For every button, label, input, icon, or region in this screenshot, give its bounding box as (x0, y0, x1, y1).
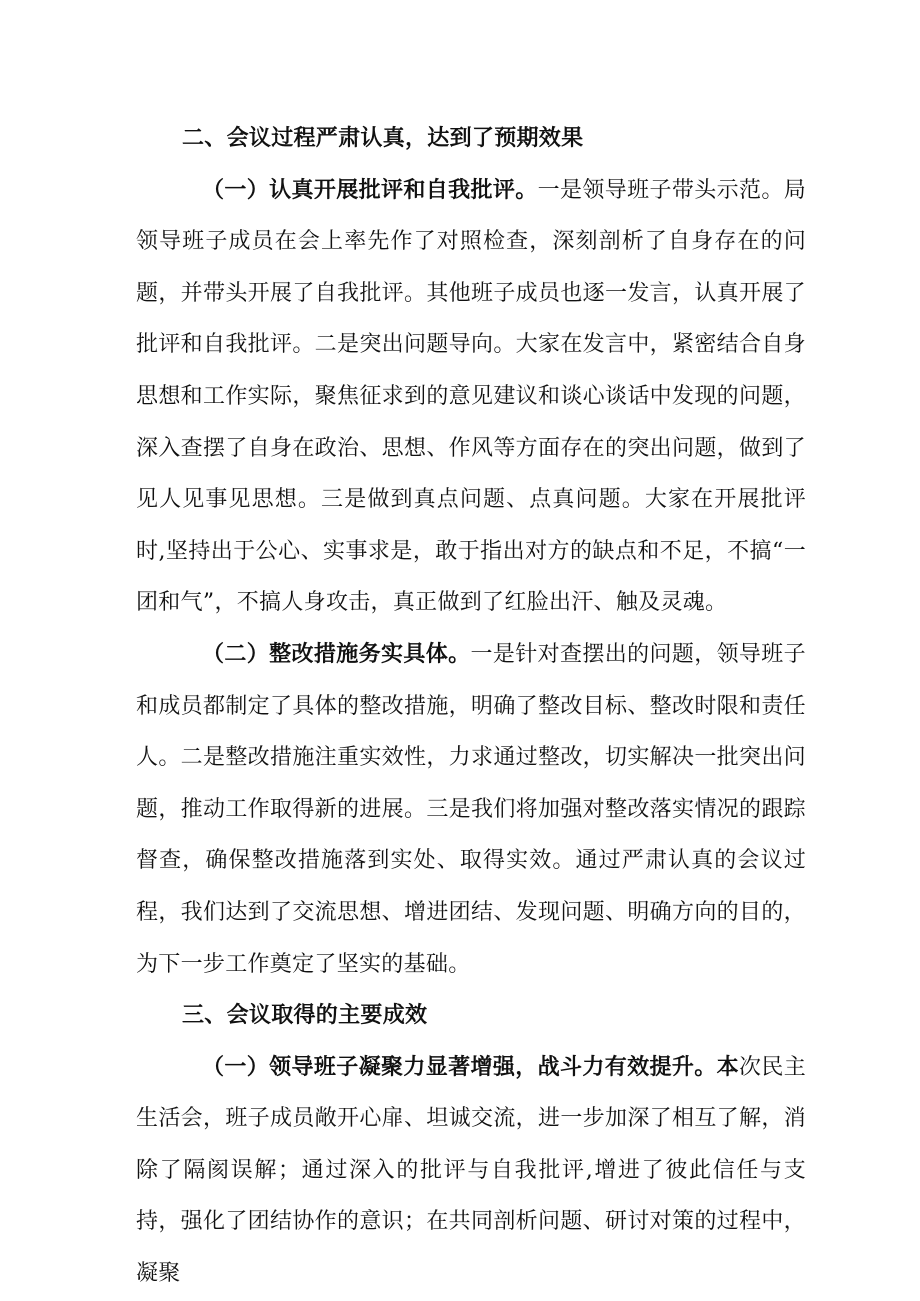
paragraph-2-1 (136, 165, 806, 629)
paragraph-2-2-lead: （二）整改措施务实具体。 (202, 640, 471, 667)
paragraph-2-2 (136, 629, 806, 990)
document-body (136, 113, 806, 1300)
paragraph-2-2-body: 一是针对查摆出的问题，领导班子和成员都制定了具体的整改措施，明确了整改目标、整改时限和责任人。二是整改措施注重实效性，力求通过整改，切实解决一批突出问题，推动工作取得新的进展。三是我们将加强对整改落实情况的跟踪督查，确保整改措施落到实处、取得实效。通过严肃认真的会议过程，我们达到了交流思想、增进团结、发现问题、明确方向的目的，为下一步工作奠定了坚实的基础。 (136, 641, 806, 977)
paragraph-2-1-body: 一是领导班子带头示范。局领导班子成员在会上率先作了对照检查，深刻剖析了自身存在的问题，并带头开展了自我批评。其他班子成员也逐一发言，认真开展了批评和自我批评。二是突出问题导向。大家在发言中，紧密结合自身思想和工作实际，聚焦征求到的意见建议和谈心谈话中发现的问题，深入查摆了自身在政治、思想、作风等方面存在的突出问题，做到了见人见事见思想。三是做到真点问题、点真问题。大家在开展批评时,坚持出于公心、实事求是，敢于指出对方的缺点和不足，不搞“一团和气”，不搞人身攻击，真正做到了红脸出汗、触及灵魂。 (136, 177, 806, 616)
section-heading-3: 三、会议取得的主要成效 (182, 1002, 428, 1029)
paragraph-3-1 (136, 1042, 806, 1300)
paragraph-3-1-lead: （一）领导班子凝聚力显著增强，战斗力有效提升。本 (202, 1053, 739, 1080)
section-heading-2: 二、会议过程严肃认真，达到了预期效果 (182, 125, 584, 151)
paragraph-2-1-lead: （一）认真开展批评和自我批评。 (202, 176, 538, 203)
paragraph-3-1-body: 次民主生活会，班子成员敞开心扉、坦诚交流，进一步加深了相互了解，消除了隔阂误解；通过深入的批评与自我批评,增进了彼此信任与支持，强化了团结协作的意识；在共同剖析问题、研讨对策的过程中，凝聚 (136, 1054, 806, 1287)
